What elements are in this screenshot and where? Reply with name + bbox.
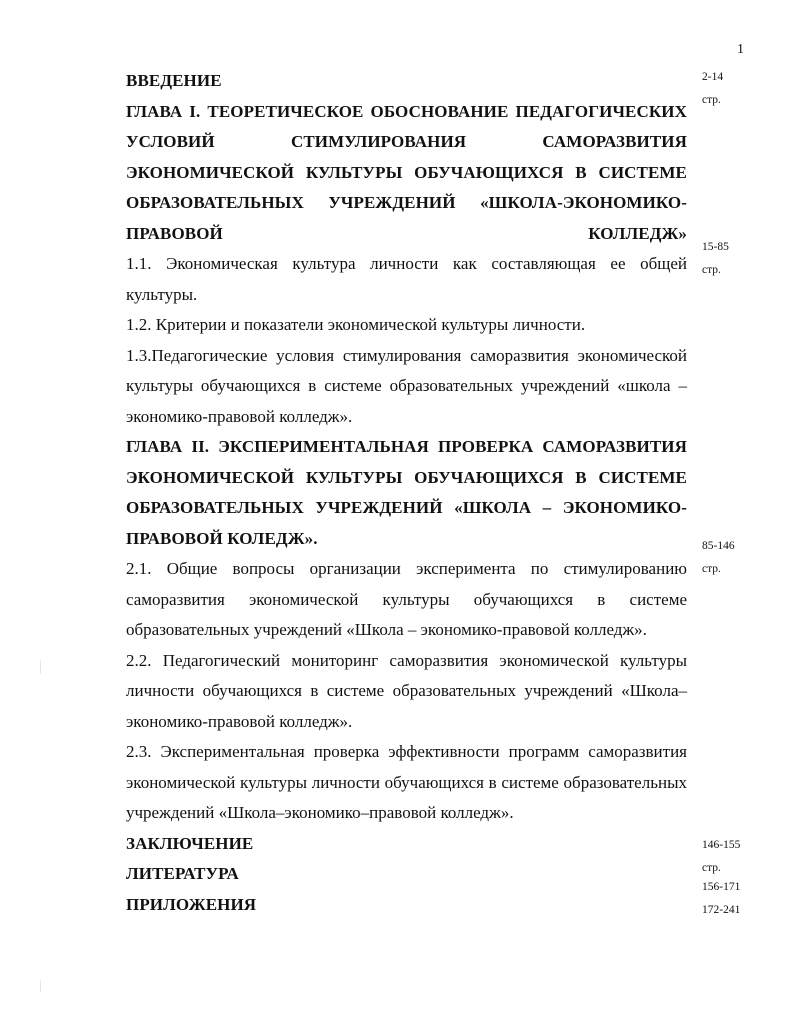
toc-literature: ЛИТЕРАТУРА: [126, 864, 239, 883]
toc-chapter-1-title: ГЛАВА I. ТЕОРЕТИЧЕСКОЕ ОБОСНОВАНИЕ ПЕДАГОГИЧЕСКИХ УСЛОВИЙ СТИМУЛИРОВАНИЯ САМОРАЗВИТИЯ ЭКОНОМИЧЕСКОЙ КУЛЬТУРЫ ОБУЧАЮЩИХСЯ В СИСТЕМЕ ОБРАЗОВАТЕЛЬНЫХ УЧРЕЖДЕНИЙ «ШКОЛА-ЭКОНОМИКО-ПРАВОВОЙ КОЛЛЕДЖ»: [126, 101, 687, 243]
page-ref-conclusion: [702, 834, 762, 880]
page-ref-appendices: [702, 899, 762, 922]
toc-conclusion: ЗАКЛЮЧЕНИЕ: [126, 833, 254, 853]
table-of-contents: [126, 66, 687, 920]
page-ref-intro: [702, 66, 762, 112]
page-number: 1: [737, 42, 744, 57]
page-ref-chapter-1: [702, 236, 762, 282]
page-ref-conclusion-range: 146-155: [702, 839, 741, 851]
toc-section-1-3: 1.3.Педагогические условия стимулирования саморазвития экономической культуры обучающихся в системе образовательных учреждений «школа – экономико-правовой колледж».: [126, 345, 687, 426]
page-ref-literature-range: 156-171: [702, 881, 741, 893]
page-ref-intro-range: 2-14: [702, 71, 724, 83]
toc-section-1-2: 1.2. Критерии и показатели экономической культуры личности.: [126, 315, 586, 334]
page-ref-chapter-2: [702, 535, 762, 581]
toc-intro: ВВЕДЕНИЕ: [126, 71, 222, 90]
toc-section-2-2: 2.2. Педагогический мониторинг саморазвития экономической культуры личности обучающихся в системе образовательных учреждений «Школа–экономико-правовой колледж».: [126, 650, 687, 731]
page-ref-intro-unit: стр.: [702, 94, 721, 106]
page-ref-chapter-2-unit: стр.: [702, 563, 721, 575]
page-ref-literature: [702, 876, 762, 899]
scan-mark: [40, 660, 41, 674]
scan-mark: [40, 980, 41, 992]
page-ref-chapter-1-unit: стр.: [702, 264, 721, 276]
toc-appendices: ПРИЛОЖЕНИЯ: [126, 894, 257, 914]
page-ref-conclusion-unit: стр.: [702, 862, 721, 874]
page-ref-appendices-range: 172-241: [702, 904, 741, 916]
toc-section-2-1: 2.1. Общие вопросы организации эксперимента по стимулированию саморазвития экономической культуры обучающихся в системе образовательных учреждений «Школа – экономико-правовой колледж».: [126, 559, 687, 639]
toc-section-2-3: 2.3. Экспериментальная проверка эффективности программ саморазвития экономической культуры личности обучающихся в системе образовательных учреждений «Школа–экономико–правовой колледж».: [126, 742, 687, 822]
toc-chapter-2-title: ГЛАВА II. ЭКСПЕРИМЕНТАЛЬНАЯ ПРОВЕРКА САМОРАЗВИТИЯ ЭКОНОМИЧЕСКОЙ КУЛЬТУРЫ ОБУЧАЮЩИХСЯ В СИСТЕМЕ ОБРАЗОВАТЕЛЬНЫХ УЧРЕЖДЕНИЙ «ШКОЛА – ЭКОНОМИКО-ПРАВОВОЙ КОЛЕДЖ».: [126, 437, 687, 548]
page-ref-chapter-2-range: 85-146: [702, 540, 735, 552]
page-ref-chapter-1-range: 15-85: [702, 241, 729, 253]
toc-section-1-1: 1.1. Экономическая культура личности как составляющая ее общей культуры.: [126, 254, 687, 304]
